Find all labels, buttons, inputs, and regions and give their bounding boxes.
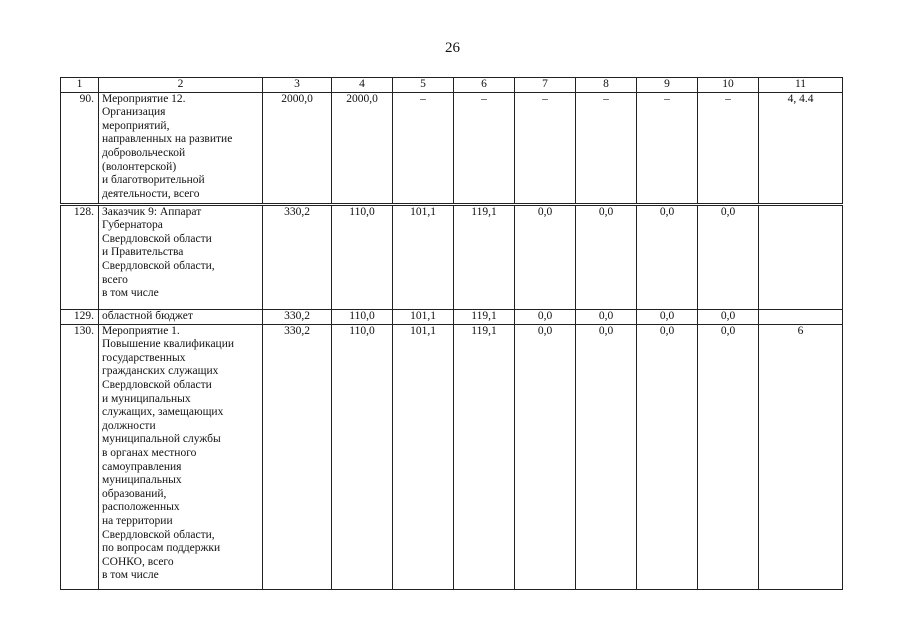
cell-col8: – <box>576 92 637 204</box>
cell-col3: 330,2 <box>263 204 332 309</box>
header-cell: 11 <box>759 78 843 93</box>
name-line: мероприятий, <box>102 119 170 132</box>
name-line: самоуправления <box>102 460 182 473</box>
cell-col5: 101,1 <box>393 309 454 324</box>
header-cell: 10 <box>698 78 759 93</box>
name-line: должности <box>102 419 156 432</box>
cell-col10: 0,0 <box>698 324 759 589</box>
header-cell: 2 <box>99 78 263 93</box>
name-line: Губернатора <box>102 219 163 232</box>
name-line: областной бюджет <box>102 309 193 322</box>
cell-col7: 0,0 <box>515 204 576 309</box>
header-cell: 7 <box>515 78 576 93</box>
cell-col9: – <box>637 92 698 204</box>
name-line: и Правительства <box>102 246 184 259</box>
header-cell: 6 <box>454 78 515 93</box>
cell-col11: 4, 4.4 <box>759 92 843 204</box>
name-line: Свердловской области, <box>102 259 215 272</box>
cell-col3: 330,2 <box>263 324 332 589</box>
name-line: служащих, замещающих <box>102 406 224 419</box>
cell-col11 <box>759 204 843 309</box>
cell-col9: 0,0 <box>637 204 698 309</box>
cell-col4: 110,0 <box>332 204 393 309</box>
cell-col9: 0,0 <box>637 309 698 324</box>
name-line: Свердловской области, <box>102 528 215 541</box>
row-number: 130. <box>61 324 99 589</box>
cell-col4: 110,0 <box>332 324 393 589</box>
cell-col4: 2000,0 <box>332 92 393 204</box>
name-line: Мероприятие 1. <box>102 324 180 337</box>
cell-col10: – <box>698 92 759 204</box>
cell-col8: 0,0 <box>576 309 637 324</box>
cell-col6: – <box>454 92 515 204</box>
name-line: муниципальных <box>102 474 182 487</box>
cell-col10: 0,0 <box>698 204 759 309</box>
table-row <box>61 92 843 204</box>
cell-col11 <box>759 309 843 324</box>
name-line: образований, <box>102 487 167 500</box>
name-line: в органах местного <box>102 446 197 459</box>
name-line: и благотворительной <box>102 174 205 187</box>
name-line: Свердловской области <box>102 378 212 391</box>
name-line: гражданских служащих <box>102 365 219 378</box>
cell-col10: 0,0 <box>698 309 759 324</box>
cell-col9: 0,0 <box>637 324 698 589</box>
header-cell: 5 <box>393 78 454 93</box>
row-number: 128. <box>61 204 99 309</box>
measures-table <box>60 77 843 590</box>
name-line: деятельности, всего <box>102 187 200 200</box>
name-line: муниципальной службы <box>102 433 221 446</box>
row-name <box>99 204 263 309</box>
name-line: направленных на развитие <box>102 133 233 146</box>
row-name <box>99 92 263 204</box>
name-line: и муниципальных <box>102 392 191 405</box>
table-row <box>61 204 843 309</box>
name-line: на территории <box>102 514 173 527</box>
header-cell: 1 <box>61 78 99 93</box>
cell-col8: 0,0 <box>576 324 637 589</box>
cell-col8: 0,0 <box>576 204 637 309</box>
name-line: Свердловской области <box>102 232 212 245</box>
table-row <box>61 324 843 589</box>
cell-col3: 2000,0 <box>263 92 332 204</box>
cell-col4: 110,0 <box>332 309 393 324</box>
row-name <box>99 324 263 589</box>
cell-col6: 119,1 <box>454 309 515 324</box>
name-line: добровольческой <box>102 146 186 159</box>
cell-col7: – <box>515 92 576 204</box>
cell-col7: 0,0 <box>515 324 576 589</box>
row-number: 129. <box>61 309 99 324</box>
row-name <box>99 309 263 324</box>
cell-col6: 119,1 <box>454 204 515 309</box>
name-line: в том числе <box>102 287 159 300</box>
name-line: Повышение квалификации <box>102 338 235 351</box>
header-cell: 3 <box>263 78 332 93</box>
row-number: 90. <box>61 92 99 204</box>
name-line: по вопросам поддержки <box>102 542 221 555</box>
name-line: Организация <box>102 106 166 119</box>
name-line: в том числе <box>102 569 159 582</box>
cell-col3: 330,2 <box>263 309 332 324</box>
name-line: расположенных <box>102 501 180 514</box>
cell-col11: 6 <box>759 324 843 589</box>
name-line: Мероприятие 12. <box>102 92 186 105</box>
page-number: 26 <box>445 40 460 56</box>
name-line: всего <box>102 273 128 286</box>
header-row <box>61 78 843 93</box>
cell-col5: – <box>393 92 454 204</box>
name-line: СОНКО, всего <box>102 555 174 568</box>
header-cell: 4 <box>332 78 393 93</box>
name-line: (волонтерской) <box>102 160 177 173</box>
header-cell: 9 <box>637 78 698 93</box>
cell-col7: 0,0 <box>515 309 576 324</box>
name-line: государственных <box>102 351 186 364</box>
name-line: Заказчик 9: Аппарат <box>102 205 202 218</box>
cell-col5: 101,1 <box>393 324 454 589</box>
cell-col6: 119,1 <box>454 324 515 589</box>
header-cell: 8 <box>576 78 637 93</box>
cell-col5: 101,1 <box>393 204 454 309</box>
table-row <box>61 309 843 324</box>
